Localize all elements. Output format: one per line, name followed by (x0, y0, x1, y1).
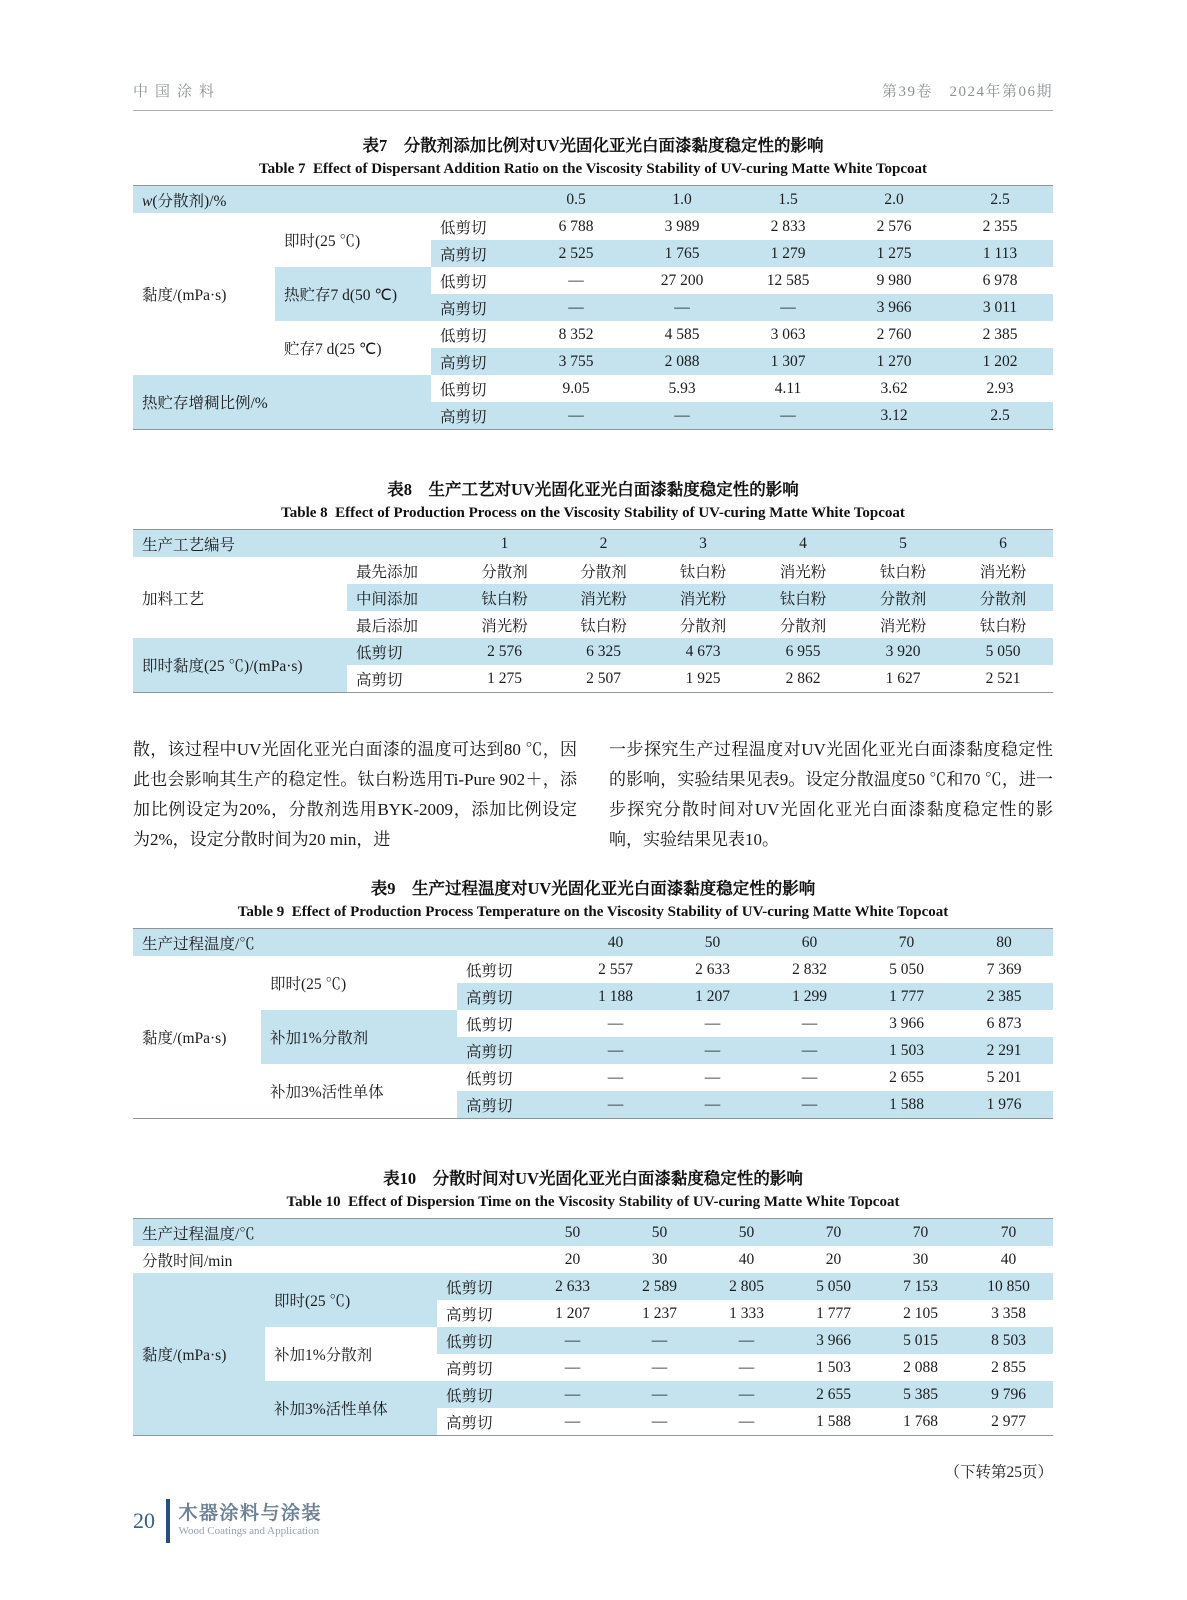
value-cell: — (523, 402, 629, 430)
value-cell: 8 503 (964, 1327, 1053, 1354)
table-row (133, 1273, 1053, 1300)
table-row (133, 638, 1053, 665)
value-cell: 3 011 (947, 294, 1053, 321)
value-cell: 3 989 (664, 217, 700, 235)
volume-issue: 第39卷 2024年第06期 (881, 84, 1053, 100)
col-header: 20 (564, 1250, 581, 1268)
condition-label: 补加1%分散剂 (265, 1327, 437, 1381)
col-header: 40 (738, 1250, 755, 1268)
value-cell: 6 978 (982, 271, 1018, 289)
value-cell: 消光粉 (554, 584, 653, 611)
group-label: 黏度/(mPa·s) (133, 956, 261, 1119)
table-row (133, 1246, 1053, 1273)
table8-caption-en: Table 8 Effect of Production Process on the Viscosity Stability of UV-curing Matte White Topcoat (281, 505, 905, 521)
value-cell: 1 207 (664, 983, 761, 1010)
table7-caption-en: Table 7 Effect of Dispersant Addition Ratio on the Viscosity Stability of UV-curing Matte White Topcoat (258, 161, 928, 177)
shear-label: 高剪切 (446, 1360, 493, 1378)
value-cell: 9 796 (964, 1381, 1053, 1408)
condition-label: 补加3%活性单体 (261, 1064, 457, 1119)
table7-section (133, 132, 1053, 430)
value-cell: 分散剂 (853, 584, 953, 611)
col-header: 70 (858, 929, 955, 957)
value-cell: 1 237 (642, 1304, 677, 1322)
value-cell: 12 585 (766, 271, 810, 289)
value-cell: 消光粉 (481, 617, 528, 635)
value-cell: 钛白粉 (753, 584, 853, 611)
table-7 (133, 185, 1053, 430)
footer-section (179, 1503, 323, 1538)
value-cell: 2 589 (616, 1273, 703, 1300)
col-header: 30 (912, 1250, 929, 1268)
condition-label: 补加1%分散剂 (261, 1010, 457, 1064)
value-cell: 2 633 (529, 1273, 616, 1300)
footer-section-en: Wood Coatings and Application (178, 1525, 320, 1538)
value-cell: 1 777 (858, 983, 955, 1010)
shear-label: 高剪切 (457, 1091, 567, 1119)
value-cell: 3 755 (523, 348, 629, 375)
condition-label: 补加3%活性单体 (265, 1381, 437, 1436)
body-text-right-column: 一步探究生产过程温度对UV光固化亚光白面漆黏度稳定性的影响，实验结果见表9。设定分散温度50 ℃和70 ℃，进一步探究分散时间对UV光固化亚光白面漆黏度稳定性的影响，实验结果见表10。 (609, 740, 1053, 849)
table10-caption-en: Table 10 Effect of Dispersion Time on the Viscosity Stability of UV-curing Matte White Topcoat (286, 1194, 900, 1210)
value-cell: 3 358 (991, 1304, 1026, 1322)
table-10 (133, 1218, 1053, 1436)
col-header: 20 (825, 1250, 842, 1268)
group-label: 热贮存增稠比例/% (133, 375, 431, 430)
value-cell: 分散剂 (779, 617, 827, 635)
value-cell: 2 088 (903, 1358, 938, 1376)
value-cell: — (738, 1412, 755, 1430)
value-cell: 5 015 (877, 1327, 964, 1354)
table-row (133, 1010, 1053, 1037)
value-cell: — (664, 1091, 761, 1119)
condition-label: 即时(25 ℃) (265, 1273, 437, 1327)
value-cell: 2 355 (982, 217, 1018, 235)
page-number: 20 (133, 1508, 155, 1533)
value-cell: 分散剂 (580, 563, 627, 581)
value-cell: — (523, 294, 629, 321)
value-cell: 3 920 (853, 638, 953, 665)
value-cell: 2 521 (985, 669, 1021, 687)
shear-label: 低剪切 (440, 219, 487, 237)
col-header: 50 (664, 929, 761, 957)
value-cell: — (629, 294, 735, 321)
value-cell: — (567, 1091, 664, 1119)
value-cell: — (703, 1381, 790, 1408)
table-row (133, 1219, 1053, 1247)
value-cell: 7 369 (986, 960, 1022, 978)
value-cell: 1 588 (858, 1091, 955, 1119)
condition-label: 热贮存7 d(50 ℃) (275, 267, 431, 321)
value-cell: — (564, 1358, 581, 1376)
value-cell: 2 633 (695, 960, 730, 978)
shear-label: 高剪切 (431, 348, 523, 375)
value-cell: 5 050 (790, 1273, 877, 1300)
table-row (133, 1064, 1053, 1091)
value-cell: 1 188 (567, 983, 664, 1010)
condition-label: 中间添加 (347, 584, 455, 611)
shear-label: 高剪切 (431, 240, 523, 267)
footer-divider-bar (166, 1499, 170, 1543)
value-cell: 4 673 (653, 638, 753, 665)
value-cell: — (529, 1327, 616, 1354)
value-cell: 1 307 (735, 348, 841, 375)
condition-label: 最先添加 (356, 563, 419, 581)
value-cell: 1 503 (816, 1358, 851, 1376)
value-cell: 27 200 (660, 271, 704, 289)
value-cell: 5 201 (986, 1068, 1022, 1086)
col-header: 70 (877, 1219, 964, 1247)
shear-label: 高剪切 (457, 1037, 567, 1064)
value-cell: — (616, 1381, 703, 1408)
value-cell: 2 655 (889, 1068, 924, 1086)
value-cell: 1 765 (629, 240, 735, 267)
value-cell: 2.93 (947, 375, 1053, 402)
value-cell: 3 063 (770, 325, 806, 343)
value-cell: 钛白粉 (580, 617, 627, 635)
table8-section (133, 476, 1053, 693)
value-cell: 4 585 (664, 325, 700, 343)
col-header: 50 (529, 1219, 616, 1247)
value-cell: — (735, 402, 841, 430)
shear-label: 低剪切 (466, 1070, 513, 1088)
table10-section (133, 1165, 1053, 1436)
col-header: 1.5 (735, 186, 841, 214)
condition-label: 最后添加 (356, 617, 419, 635)
value-cell: — (568, 271, 584, 289)
shear-label: 高剪切 (356, 671, 403, 689)
shear-label: 高剪切 (431, 294, 523, 321)
col-header: 2.5 (947, 186, 1053, 214)
table9-section (133, 875, 1053, 1119)
value-cell: 2 833 (770, 217, 806, 235)
table9-caption-en: Table 9 Effect of Production Process Temperature on the Viscosity Stability of UV-curing Matte White Topcoat (237, 904, 949, 920)
value-cell: 9.05 (523, 375, 629, 402)
table-9 (133, 928, 1053, 1119)
value-cell: — (761, 1091, 858, 1119)
value-cell: 2 862 (785, 669, 821, 687)
group-label: 黏度/(mPa·s) (133, 213, 275, 375)
col-header: 2.0 (841, 186, 947, 214)
col-header: 70 (964, 1219, 1053, 1247)
value-cell: 1 588 (816, 1412, 851, 1430)
value-cell: 1 113 (947, 240, 1053, 267)
table8-caption-cn: 表8 生产工艺对UV光固化亚光白面漆黏度稳定性的影响 (387, 480, 799, 499)
shear-label: 低剪切 (466, 962, 513, 980)
table-row (133, 375, 1053, 402)
value-cell: 分散剂 (679, 617, 727, 635)
value-cell: 2.5 (947, 402, 1053, 430)
journal-name: 中国涂料 (133, 84, 222, 100)
value-cell: 2 385 (982, 325, 1018, 343)
value-cell: 2 576 (876, 217, 912, 235)
table10-caption-cn: 表10 分散时间对UV光固化亚光白面漆黏度稳定性的影响 (383, 1169, 803, 1188)
value-cell: 2 576 (455, 638, 554, 665)
value-cell: 2 525 (523, 240, 629, 267)
value-cell: — (704, 1014, 721, 1032)
table-8 (133, 529, 1053, 693)
value-cell: 消光粉 (653, 584, 753, 611)
value-cell: — (761, 1037, 858, 1064)
value-cell: — (529, 1381, 616, 1408)
value-cell: 1 275 (487, 669, 522, 687)
value-cell: 1 777 (816, 1304, 851, 1322)
col-header: 2 (554, 530, 653, 558)
body-text-left-column: 散，该过程中UV光固化亚光白面漆的温度可达到80 ℃，因此也会影响其生产的稳定性。钛白粉选用Ti-Pure 902＋，添加比例设定为20%，分散剂选用BYK-2009，添加比例设定为2%，设定分散时间为20 min，进 (133, 740, 577, 849)
col-header: 40 (567, 929, 664, 957)
value-cell: 消光粉 (779, 563, 827, 581)
shear-label: 低剪切 (466, 1016, 513, 1034)
value-cell: 6 873 (986, 1014, 1022, 1032)
col-header-label: 生产工艺编号 (133, 530, 455, 558)
continuation-note: （下转第25页） (944, 1464, 1053, 1481)
value-cell: 4.11 (735, 375, 841, 402)
shear-label: 低剪切 (437, 1327, 529, 1354)
col-header: 0.5 (523, 186, 629, 214)
table-row (133, 929, 1053, 957)
value-cell: 3 966 (790, 1327, 877, 1354)
value-cell: 5 050 (889, 960, 924, 978)
value-cell: 3 966 (889, 1014, 924, 1032)
table-row (133, 1381, 1053, 1408)
value-cell: 5 385 (877, 1381, 964, 1408)
col-header: 3 (653, 530, 753, 558)
col-header: 6 (953, 530, 1053, 558)
value-cell: — (703, 1327, 790, 1354)
value-cell: 钛白粉 (455, 584, 554, 611)
value-cell: 2 385 (955, 983, 1053, 1010)
table-row (133, 557, 1053, 584)
table-row (133, 956, 1053, 983)
page-content (133, 0, 1053, 1482)
value-cell: — (607, 1068, 624, 1086)
value-cell: — (651, 1412, 668, 1430)
shear-label: 高剪切 (457, 983, 567, 1010)
value-cell: 3.62 (841, 375, 947, 402)
value-cell: 2 855 (991, 1358, 1026, 1376)
running-head (133, 80, 1053, 111)
value-cell: 8 352 (558, 325, 594, 343)
shear-label: 低剪切 (347, 638, 455, 665)
value-cell: 2 977 (991, 1412, 1026, 1430)
body-text (133, 735, 1053, 855)
value-cell: 消光粉 (979, 563, 1027, 581)
value-cell: — (735, 294, 841, 321)
col-header: 80 (955, 929, 1053, 957)
shear-label: 低剪切 (437, 1381, 529, 1408)
col-header: 5 (853, 530, 953, 558)
value-cell: 1 207 (555, 1304, 590, 1322)
value-cell: 1 270 (841, 348, 947, 375)
value-cell: 5.93 (629, 375, 735, 402)
group-label: 加料工艺 (133, 557, 347, 638)
value-cell: 2 088 (629, 348, 735, 375)
value-cell: — (801, 1068, 818, 1086)
value-cell: 9 980 (876, 271, 912, 289)
col-header: 30 (651, 1250, 668, 1268)
value-cell: 10 850 (964, 1273, 1053, 1300)
value-cell: 7 153 (877, 1273, 964, 1300)
col-header: 50 (616, 1219, 703, 1247)
value-cell: 1 976 (955, 1091, 1053, 1119)
col-header: 70 (790, 1219, 877, 1247)
value-cell: — (664, 1037, 761, 1064)
col-header-label: 分散时间/min (142, 1252, 233, 1270)
value-cell: 1 627 (885, 669, 921, 687)
footer-section-cn: 木器涂料与涂装 (178, 1503, 323, 1525)
value-cell: 1 333 (729, 1304, 764, 1322)
value-cell: — (567, 1037, 664, 1064)
value-cell: 2 557 (598, 960, 633, 978)
table-row (133, 186, 1053, 214)
table-row (133, 213, 1053, 240)
condition-label: 贮存7 d(25 ℃) (275, 321, 431, 375)
col-header: 1.0 (629, 186, 735, 214)
value-cell: 分散剂 (953, 584, 1053, 611)
value-cell: 2 760 (876, 325, 912, 343)
col-header-label: 生产过程温度/℃ (133, 1219, 529, 1247)
col-header: 40 (1000, 1250, 1017, 1268)
value-cell: 6 955 (753, 638, 853, 665)
col-header: 4 (753, 530, 853, 558)
value-cell: 1 202 (947, 348, 1053, 375)
value-cell: 2 805 (703, 1273, 790, 1300)
shear-label: 高剪切 (446, 1306, 493, 1324)
value-cell: — (629, 402, 735, 430)
value-cell: 1 503 (858, 1037, 955, 1064)
value-cell: 3.12 (841, 402, 947, 430)
value-cell: 消光粉 (879, 617, 927, 635)
value-cell: — (607, 1014, 624, 1032)
value-cell: 2 507 (586, 669, 621, 687)
table7-caption-cn: 表7 分散剂添加比例对UV光固化亚光白面漆黏度稳定性的影响 (362, 136, 824, 155)
value-cell: 6 325 (554, 638, 653, 665)
col-header: 60 (761, 929, 858, 957)
value-cell: — (564, 1412, 581, 1430)
table9-caption-cn: 表9 生产过程温度对UV光固化亚光白面漆黏度稳定性的影响 (370, 879, 816, 898)
col-header-label: w(分散剂)/% (133, 186, 523, 214)
value-cell: 钛白粉 (879, 563, 927, 581)
value-cell: 1 279 (735, 240, 841, 267)
value-cell: 钛白粉 (979, 617, 1027, 635)
shear-label: 高剪切 (446, 1414, 493, 1432)
value-cell: 分散剂 (481, 563, 528, 581)
condition-label: 即时(25 ℃) (261, 956, 457, 1010)
shear-label: 低剪切 (431, 375, 523, 402)
value-cell: 2 291 (955, 1037, 1053, 1064)
value-cell: 2 655 (790, 1381, 877, 1408)
value-cell: — (704, 1068, 721, 1086)
value-cell: 6 788 (558, 217, 594, 235)
value-cell: 1 299 (761, 983, 858, 1010)
col-header: 50 (703, 1219, 790, 1247)
shear-label: 低剪切 (440, 273, 487, 291)
value-cell: 3 966 (841, 294, 947, 321)
col-header-label: 生产过程温度/℃ (133, 929, 567, 957)
page-footer (133, 1499, 322, 1543)
value-cell: 5 050 (953, 638, 1053, 665)
shear-label: 低剪切 (440, 327, 487, 345)
shear-label: 低剪切 (437, 1273, 529, 1300)
table-row (133, 530, 1053, 558)
value-cell: 1 768 (903, 1412, 938, 1430)
value-cell: 1 275 (841, 240, 947, 267)
condition-label: 即时(25 ℃) (275, 213, 431, 267)
group-label: 即时黏度(25 ℃)/(mPa·s) (133, 638, 347, 693)
shear-label: 高剪切 (431, 402, 523, 430)
col-header: 1 (455, 530, 554, 558)
group-label: 黏度/(mPa·s) (133, 1273, 265, 1436)
value-cell: 1 925 (685, 669, 721, 687)
value-cell: — (801, 1014, 818, 1032)
value-cell: 2 105 (903, 1304, 938, 1322)
value-cell: 钛白粉 (679, 563, 727, 581)
value-cell: — (738, 1358, 755, 1376)
value-cell: — (651, 1358, 668, 1376)
value-cell: 2 832 (792, 960, 827, 978)
value-cell: — (616, 1327, 703, 1354)
table-row (133, 1327, 1053, 1354)
